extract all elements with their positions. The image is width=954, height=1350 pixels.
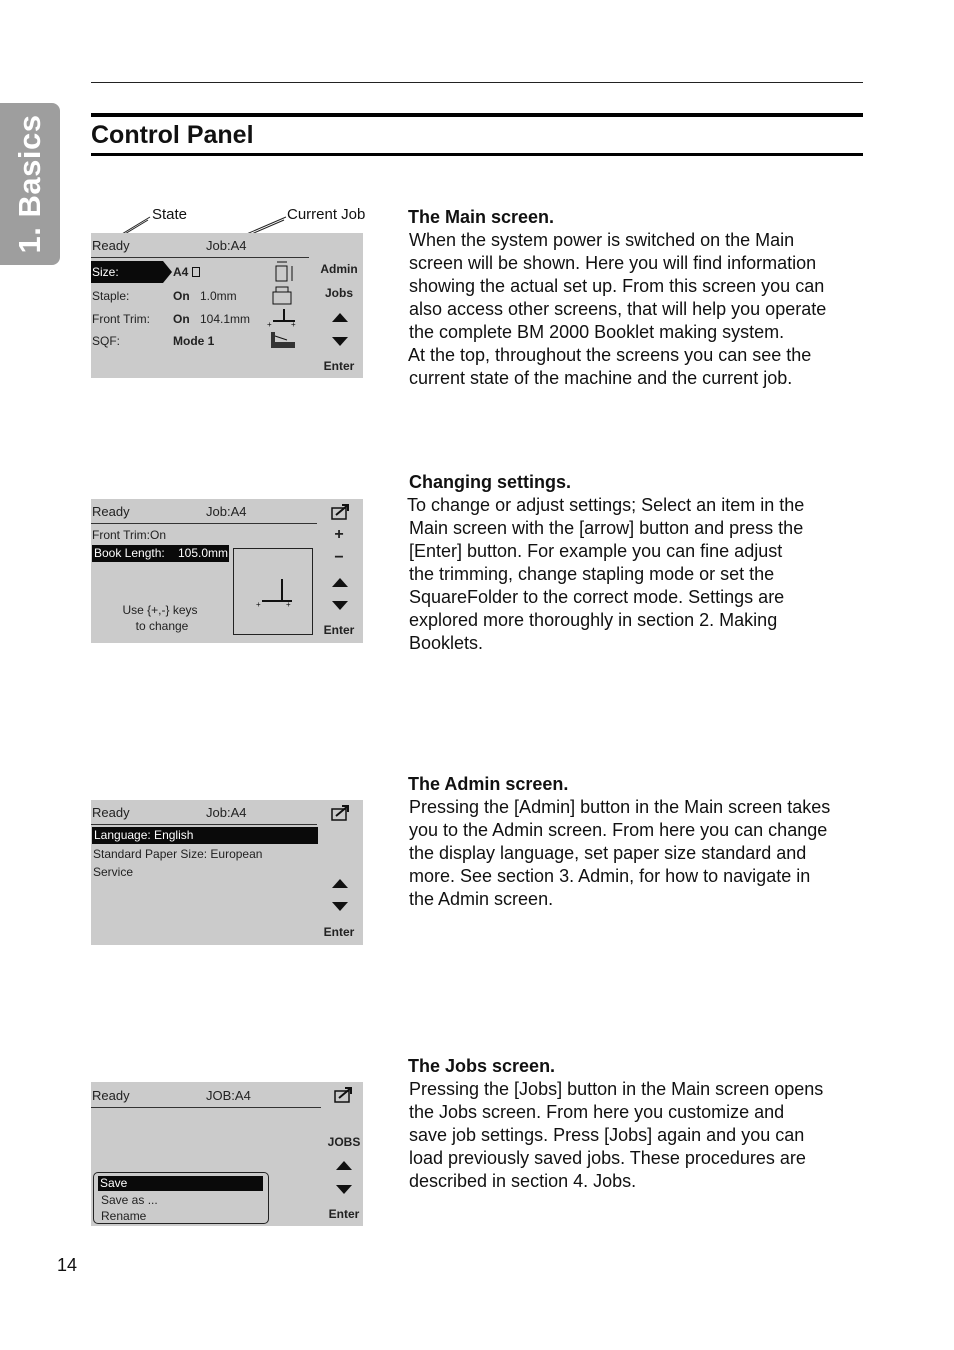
back-icon[interactable] [331,1085,357,1105]
main-screen-description [408,206,826,390]
squarefolder-icon [267,330,299,352]
front-trim-label[interactable]: Front Trim: [92,312,151,326]
plus-button[interactable]: + [334,526,344,543]
job-text: JOB:A4 [206,1088,251,1103]
changing-settings-heading: Changing settings. [409,472,571,492]
back-icon[interactable] [328,803,354,823]
enter-button[interactable]: Enter [323,925,355,939]
text-line: load previously saved jobs. These procedures are [409,1148,806,1168]
arrow-up-icon[interactable] [332,578,348,587]
book-length-label: Book Length: [94,546,165,560]
size-label[interactable]: Size: [92,265,119,279]
text-line: described in section 4. Jobs. [409,1171,637,1191]
text-line: you to the Admin screen. From here you can change [409,820,828,840]
jobs-button[interactable]: JOBS [327,1135,361,1149]
state-text: Ready [92,805,130,820]
svg-text:+: + [286,600,291,609]
paper-size-icon [273,259,297,285]
text-line: Pressing the [Jobs] button in the Main screen opens [409,1079,824,1099]
job-text: Job:A4 [206,504,247,519]
section-title: Control Panel [91,121,254,149]
header-divider [91,257,309,258]
jobs-button[interactable]: Jobs [324,286,353,300]
minus-button[interactable]: − [334,549,344,566]
header-divider [91,523,317,524]
text-line: [Enter] button. For example you can fine adjust [409,541,783,561]
text-line: the display language, set paper size standard and [409,843,807,863]
header-rule [91,82,863,83]
text-line: the Admin screen. [409,889,554,909]
text-line: Booklets. [409,633,484,653]
text-line: the complete BM 2000 Booklet making system. [409,322,785,342]
hint-line-1: Use {+,-} keys [122,603,198,617]
header-divider [91,1107,321,1108]
section-tab-label: 1. Basics [12,114,47,254]
admin-screen-heading: The Admin screen. [408,774,569,794]
state-text: Ready [92,1088,130,1103]
state-callout: State [152,206,188,223]
title-rule-top [91,113,863,117]
rename-item[interactable]: Rename [101,1209,147,1223]
state-text: Ready [92,504,130,519]
save-item[interactable]: Save [98,1176,263,1191]
save-as-item[interactable]: Save as ... [101,1193,158,1207]
text-line: To change or adjust settings; Select an item in the [407,495,805,515]
service-item[interactable]: Service [93,865,134,879]
text-line: At the top, throughout the screens you can see the [408,345,812,365]
current-job-callout: Current Job [287,206,366,223]
portrait-page-icon [192,267,200,277]
jobs-screen-heading: The Jobs screen. [408,1056,556,1076]
sqf-label[interactable]: SQF: [92,334,121,348]
jobs-screen-description [408,1055,823,1193]
text-line: SquareFolder to the correct mode. Settings are [409,587,785,607]
arrow-up-icon[interactable] [336,1161,352,1170]
text-line: screen will be shown. Here you will find information [409,253,817,273]
staple-icon [271,285,295,307]
front-trim-extra: 104.1mm [200,312,251,326]
text-line: the Jobs screen. From here you customize and [409,1102,785,1122]
back-icon[interactable] [328,502,354,522]
text-line: Pressing the [Admin] button in the Main screen takes [409,797,831,817]
arrow-down-icon[interactable] [332,902,348,911]
text-line: current state of the machine and the current job. [409,368,793,388]
staple-label[interactable]: Staple: [92,289,130,303]
book-length-value: 105.0mm [178,546,229,560]
changing-settings-description [407,471,804,655]
svg-text:+: + [267,320,272,329]
trim-diagram-icon [234,549,312,634]
enter-button[interactable]: Enter [323,623,355,637]
change-settings-display [91,499,363,643]
main-screen-display [91,233,363,378]
text-line: Main screen with the [arrow] button and press the [409,518,804,538]
arrow-down-icon[interactable] [332,337,348,346]
sqf-value: Mode 1 [173,334,215,348]
enter-button[interactable]: Enter [328,1207,360,1221]
arrow-down-icon[interactable] [332,601,348,610]
page-number: 14 [57,1255,78,1275]
svg-text:+: + [256,600,261,609]
arrow-down-icon[interactable] [336,1185,352,1194]
job-text: Job:A4 [206,805,247,820]
text-line: also access other screens, that will help you operate [409,299,827,319]
arrow-up-icon[interactable] [332,879,348,888]
paper-size-item[interactable]: Standard Paper Size: European [93,847,263,861]
job-text: Job:A4 [206,238,247,253]
front-trim-status: Front Trim:On [92,528,167,542]
size-value[interactable]: A4 [173,265,200,279]
hint-line-2: to change [135,619,189,633]
admin-screen-description [408,773,830,911]
book-length-row[interactable] [92,545,229,562]
arrow-up-icon[interactable] [332,313,348,322]
staple-value: On [173,289,190,303]
enter-button[interactable]: Enter [323,359,355,373]
text-line: explored more thoroughly in section 2. Making [409,610,778,630]
admin-button[interactable]: Admin [320,262,358,276]
text-line: save job settings. Press [Jobs] again and you can [409,1125,805,1145]
text-line: showing the actual set up. From this screen you can [409,276,825,296]
text-line: When the system power is switched on the Main [409,230,795,250]
section-tab [0,103,60,265]
main-screen-heading: The Main screen. [408,207,555,227]
trim-preview-box [233,548,313,635]
front-trim-value: On [173,312,190,326]
state-text: Ready [92,238,130,253]
svg-text:+: + [291,320,296,329]
language-item[interactable]: Language: English [92,827,318,844]
header-divider [91,824,317,825]
title-rule-bottom [91,153,863,156]
admin-screen-display [91,800,363,945]
text-line: more. See section 3. Admin, for how to navigate in [409,866,811,886]
jobs-screen-display [91,1082,363,1226]
trim-icon [267,307,299,329]
text-line: the trimming, change stapling mode or set the [409,564,775,584]
staple-extra: 1.0mm [200,289,237,303]
